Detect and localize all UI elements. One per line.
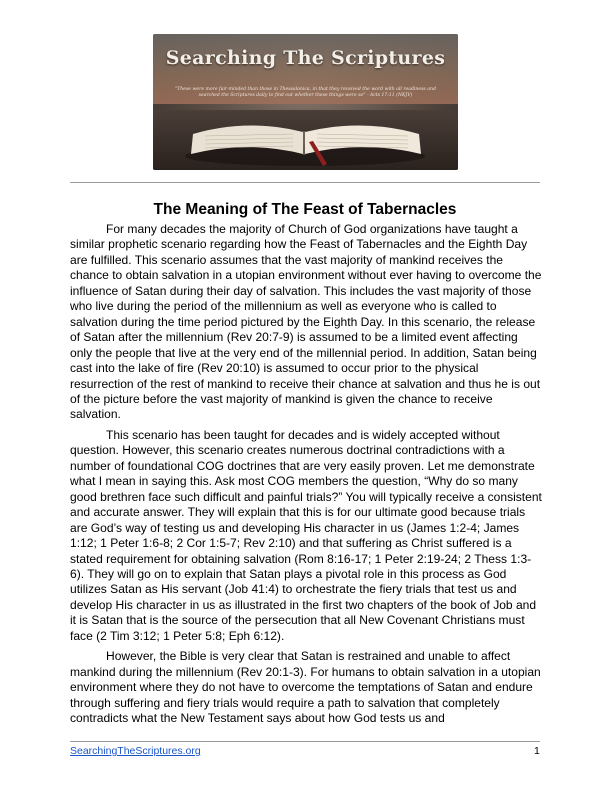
header-banner-image [153,34,458,170]
footer-website-link[interactable]: SearchingTheScriptures.org [70,745,201,757]
paragraph: For many decades the majority of Church of God organizations have taught a similar prophetic scenario regarding how the Feast of Tabernacles and the Eighth Day are fulfilled. This scenario assumes that the vast majority of mankind receives the chance to obtain salvation in a utopian environment without ever having to overcome the influence of Satan during their day of salvation. This includes the vast majority of those who live during the period of the millennium as well as everyone who is called to salvation during the time period pictured by the Eighth Day. In this scenario, the release of Satan after the millennium (Rev 20:7-9) is assumed to be a limited event affecting only the people that live at the very end of the millennial period. In addition, Satan being cast into the lake of fire (Rev 20:10) is assumed to occur prior to the physical resurrection of the rest of mankind to receive their chance at salvation and thus he is out of the picture before the vast majority of mankind is given the chance to receive salvation. [70,222,542,422]
banner-verse: "These were more fair-minded than those in Thessalonica, in that they received the word with all readiness and searched the Scriptures daily to find out whether these things were so" - Acts 17:11 (NKJV) [175,87,436,98]
paragraph: However, the Bible is very clear that Satan is restrained and unable to affect mankind during the millennium (Rev 20:1-3). For humans to obtain salvation in a utopian environment where they do not have to overcome the temptations of Satan and endure through suffering and fiery trials would require a path to salvation that completely contradicts what the New Testament says about how God tests us and [70,649,541,726]
banner-title: Searching The Scriptures [165,47,446,69]
paragraph: This scenario has been taught for decades and is widely accepted without question. However, this scenario creates numerous doctrinal contradictions with a number of foundational COG doctrines that are very easily proven. Let me demonstrate what I mean in saying this. Ask most COG members the question, “Why do so many good brethren face such difficult and painful trials?” You will typically receive a consistent and accurate answer. They will explain that this is for our ultimate good because trials are God’s way of testing us and developing His character in us (James 1:2-4; James 1:12; 1 Peter 1:6-8; 2 Cor 1:5-7; Rev 2:10) and that suffering as Christ suffered is a stated requirement for obtaining salvation (Rom 8:16-17; 1 Peter 2:19-24; 2 Thess 1:3-6). They will go on to explain that Satan plays a pivotal role in this process as God utilizes Satan as His servant (Job 41:4) to orchestrate the fiery trials that test us and develop His character in us as illustrated in the first two chapters of the book of Job and it is Satan that is the source of the persecution that all New Covenant Christians must face (2 Tim 3:12; 1 Peter 5:8; Eph 6:12). [70,427,542,643]
footer-divider [70,741,540,742]
header-divider [70,182,540,183]
page-number: 1 [534,745,540,757]
document-body [70,222,542,732]
document-title: The Meaning of The Feast of Tabernacles [153,201,457,218]
